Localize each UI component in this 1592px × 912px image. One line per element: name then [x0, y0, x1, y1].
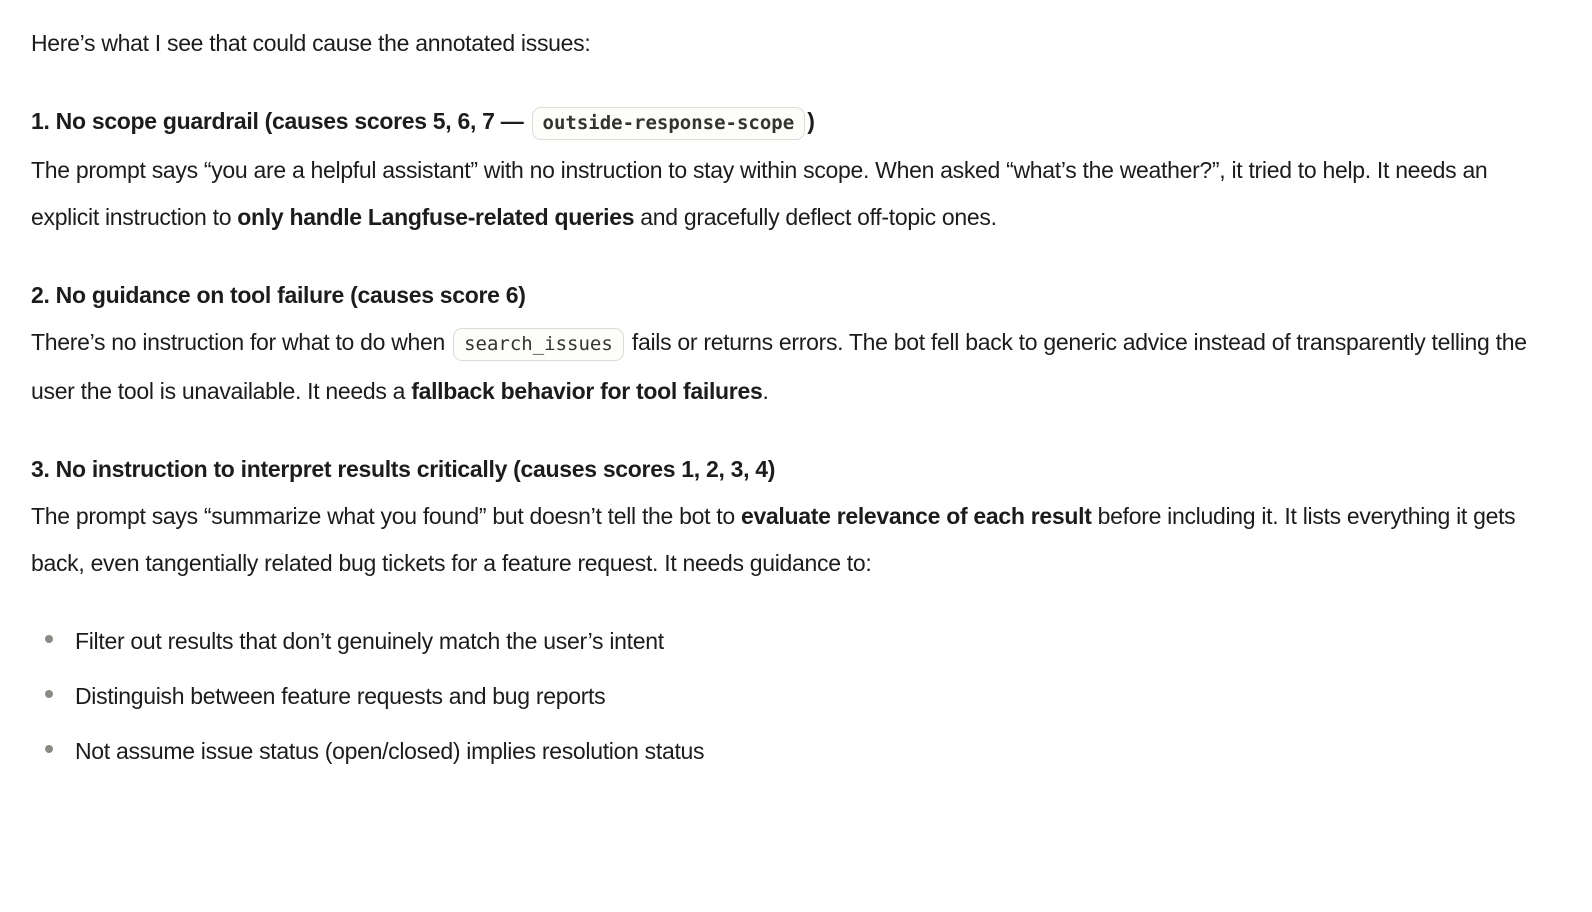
bullet-icon	[45, 635, 53, 643]
section-2-body	[31, 319, 1561, 415]
list-item	[31, 673, 1561, 720]
text-run: There’s no instruction for what to do when	[31, 329, 452, 355]
text-run: The prompt says “summarize what you found” but doesn’t tell the bot to	[31, 503, 741, 529]
section-3-heading	[31, 446, 1561, 493]
list-item	[31, 728, 1561, 775]
inline-code-pill: search_issues	[453, 328, 624, 361]
bold-text: evaluate relevance of each result	[740, 503, 1092, 529]
text-run: and gracefully deflect off-topic ones.	[634, 204, 997, 230]
bold-text: 3. No instruction to interpret results critically (causes scores 1, 2, 3, 4)	[31, 456, 776, 482]
inline-code-pill: outside-response-scope	[532, 107, 806, 140]
bold-text: fallback behavior for tool failures	[411, 378, 763, 404]
text-run: .	[762, 378, 769, 404]
bold-text: 1. No scope guardrail (causes scores 5, 6, 7 —	[31, 108, 530, 134]
text-run: fails or returns errors. The bot fell back to generic advice instead of transparently telling the user the tool is unavailable. It needs a	[31, 329, 1527, 404]
bold-text: )	[807, 108, 815, 134]
text-run: before including it. It lists everything it gets back, even tangentially related bug tickets for a feature request. It needs guidance to:	[31, 503, 1516, 576]
list-item-text: Filter out results that don’t genuinely match the user’s intent	[75, 628, 664, 654]
text-run: The prompt says “you are a helpful assistant” with no instruction to stay within scope. When asked “what’s the weather?”, it tried to help. It needs an explicit instruction to	[31, 157, 1488, 230]
text-run: Here’s what I see that could cause the annotated issues:	[31, 30, 591, 56]
list-item-text: Distinguish between feature requests and bug reports	[75, 683, 606, 709]
intro-paragraph	[31, 20, 1561, 67]
guidance-bullet-list	[31, 618, 1561, 775]
list-item-text: Not assume issue status (open/closed) implies resolution status	[75, 738, 705, 764]
list-item	[31, 618, 1561, 665]
bullet-icon	[45, 745, 53, 753]
section-3-body	[31, 493, 1561, 587]
section-2-heading	[31, 272, 1561, 319]
section-1-heading	[31, 98, 1561, 147]
bold-text: only handle Langfuse-related queries	[237, 204, 635, 230]
bullet-icon	[45, 690, 53, 698]
bold-text: 2. No guidance on tool failure (causes score 6)	[31, 282, 526, 308]
section-1-body	[31, 147, 1561, 241]
